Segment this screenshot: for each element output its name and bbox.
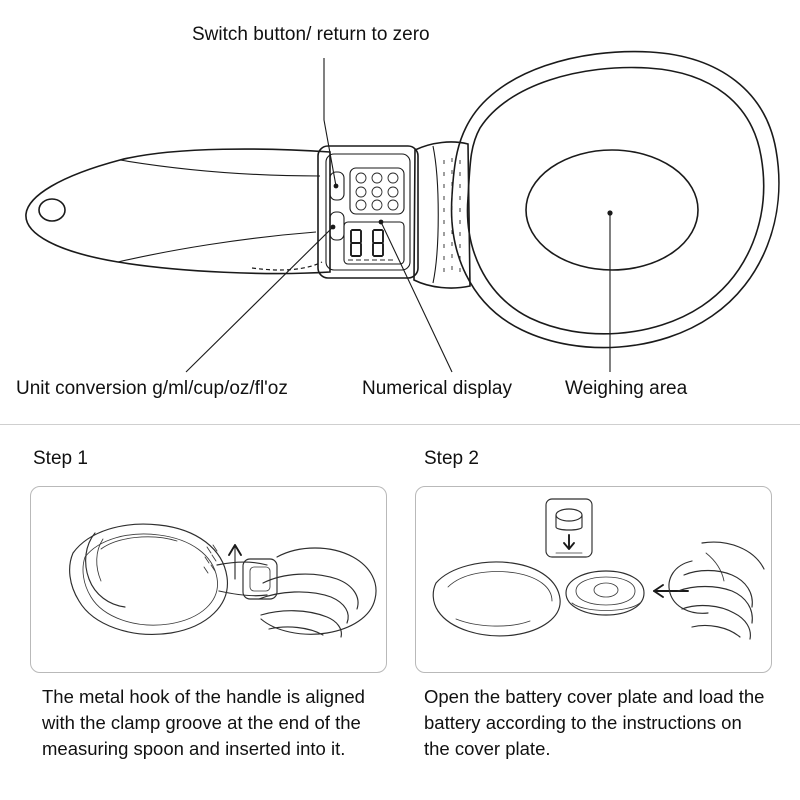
step-2-caption: Open the battery cover plate and load the battery according to the instructions on the cover plate.	[424, 686, 765, 759]
section-divider	[0, 424, 800, 425]
weighing-bowl	[452, 52, 779, 348]
step-1-caption: The metal hook of the handle is aligned with the clamp groove at the end of the measuring spoon and inserted into it.	[42, 686, 365, 759]
step2-battery-cover	[566, 571, 644, 615]
step1-clamp	[229, 545, 277, 599]
step-1-illustration-box	[30, 486, 387, 673]
hang-hole	[39, 199, 65, 221]
numerical-display	[344, 222, 404, 264]
callout-label-numerical-display: Numerical display	[362, 378, 512, 399]
step-2-illustration-box	[415, 486, 772, 673]
callout-label-switch: Switch button/ return to zero	[192, 24, 430, 45]
step2-battery-icon	[546, 499, 592, 557]
handle-body	[26, 149, 330, 273]
step-1-title: Step 1	[33, 448, 88, 469]
side-buttons[interactable]	[330, 172, 344, 240]
callout-label-unit-conversion: Unit conversion g/ml/cup/oz/fl'oz	[16, 378, 288, 399]
control-module	[318, 146, 418, 278]
keypad[interactable]	[350, 168, 404, 214]
callout-label-weighing-area: Weighing area	[565, 378, 688, 399]
step1-spoon	[70, 524, 267, 634]
step2-spoon	[433, 562, 560, 636]
weighing-area-anchor	[607, 210, 612, 215]
step-1-illustration	[31, 487, 386, 672]
step1-hand	[86, 533, 376, 637]
step-2-illustration	[416, 487, 771, 672]
step-2-title: Step 2	[424, 448, 479, 469]
